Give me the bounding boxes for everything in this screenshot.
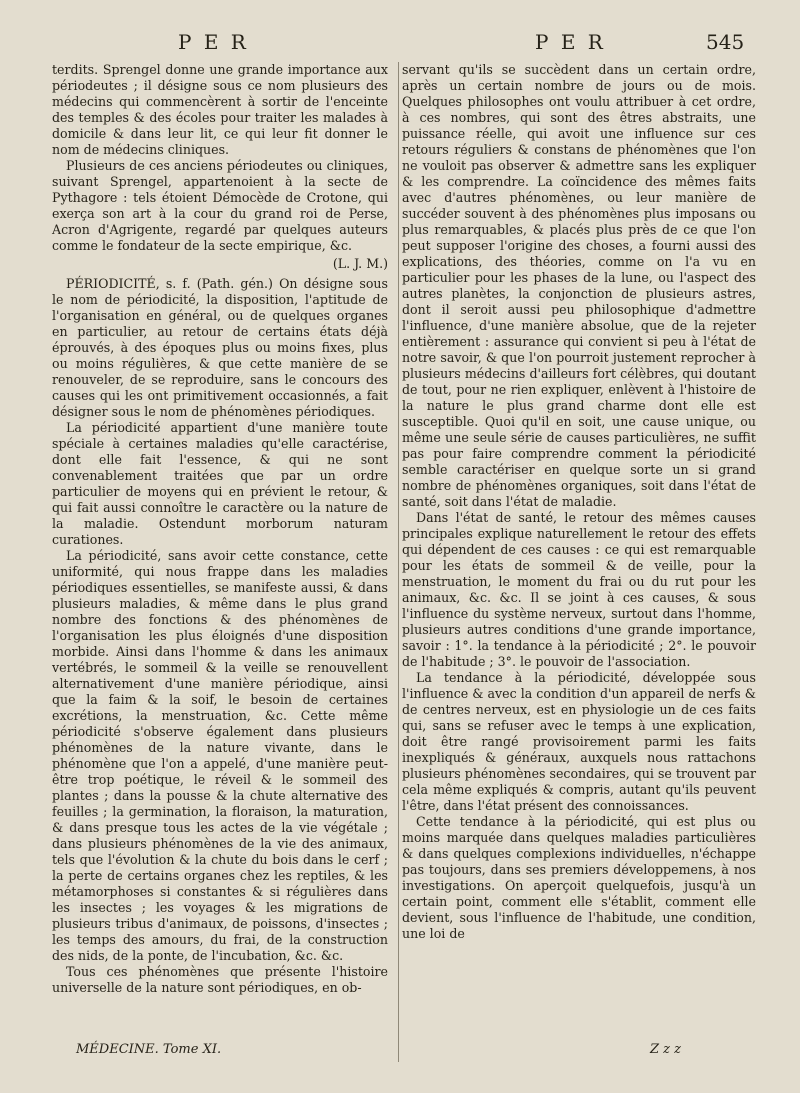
right-column bbox=[402, 62, 756, 942]
paragraph: La périodicité, sans avoir cette constance, cette uniformité, qui nous frappe dans les maladies périodiques essentielles, se manifeste aussi, & dans plusieurs maladies, & même dans le plus grand nombre des fonctions & des phénomènes de l'organisation les plus éloignés d'une disposition morbide. Ainsi dans l'homme & dans les animaux vertébrés, le sommeil & la veille se renouvellent alternativement d'une manière périodique, ainsi que la faim & la soif, le besoin de certaines excrétions, la menstruation, &c. Cette même périodicité s'observe également dans plusieurs phénomènes de la nature vivante, dans le phénomène que l'on a appelé, d'une manière peut-être trop poétique, le réveil & le sommeil des plantes ; dans la pousse & la chute alternative des feuilles ; la germination, la floraison, la maturation, & dans presque tous les actes de la vie végétale ; dans plusieurs phénomènes de la vie des animaux, tels que l'évolution & la chute du bois dans le cerf ; la perte de certains organes chez les reptiles, & les métamorphoses si constantes & si régulières dans les insectes ; les voyages & les migrations de plusieurs tribus d'animaux, de poissons, d'insectes ; les temps des amours, du frai, de la construction des nids, de la ponte, de l'incubation, &c. &c. bbox=[52, 548, 388, 963]
footer-signature-mark: Z z z bbox=[650, 1042, 681, 1057]
header-center: P E R bbox=[535, 30, 606, 54]
page-number: 545 bbox=[706, 30, 745, 54]
paragraph: Plusieurs de ces anciens périodeutes ou cliniques, suivant Sprengel, appartenoient à la secte de Pythagore : tels étoient Démocède de Crotone, qui exerça son art à la cour du grand roi de Perse, Acron d'Agrigente, regardé par quelques auteurs comme le fondateur de la secte empirique, &c. bbox=[52, 158, 388, 253]
paragraph: Cette tendance à la périodicité, qui est plus ou moins marquée dans quelques maladies particulières & dans quelques complexions individuelles, n'échappe pas toujours, dans ses premiers développemens, à nos investigations. On aperçoit quelquefois, jusqu'à un certain point, comment elle s'établit, comment elle devient, sous l'influence de l'habitude, une condition, une loi de bbox=[402, 814, 756, 941]
paragraph: La tendance à la périodicité, développée sous l'influence & avec la condition d'un appareil de nerfs & de centres nerveux, est en physiologie un de ces faits qui, sans se refuser avec le temps à une explication, doit être rangé provisoirement parmi les faits inexpliqués & généraux, auxquels nous rattachons plusieurs phénomènes secondaires, qui se trouvent par cela même expliqués & compris, autant qu'ils peuvent l'être, dans l'état présent des connoissances. bbox=[402, 670, 756, 813]
paragraph: servant qu'ils se succèdent dans un certain ordre, après un certain nombre de jours ou de mois. Quelques philosophes ont voulu attribuer à cet ordre, à ces nombres, qui sont des êtres abstraits, une puissance réelle, qui avoit une influence sur ces retours réguliers & constans de phénomènes que l'on ne vouloit pas observer & admettre sans les expliquer & les comprendre. La coïncidence des mêmes faits avec d'autres phénomènes, ou leur manière de succéder souvent à des phénomènes plus imposans ou plus remarquables, & placés plus près de ce que l'on peut supposer l'origine des choses, a fourni aussi des explications, des théories, comme on l'a vu en particulier pour les phases de la lune, ou l'aspect des autres planètes, la conjonction de plusieurs astres, dont il seroit aussi peu philosophique d'admettre l'influence, d'une manière absolue, que de la rejeter entièrement : assurance qui convient si peu à l'état de notre savoir, & que l'on pourroit justement reprocher à plusieurs médecins d'ailleurs fort célèbres, qui doutant de tout, pour ne rien expliquer, enlèvent à l'histoire de la nature le plus grand charme dont elle est susceptible. Quoi qu'il en soit, une cause unique, ou même une seule série de causes particulières, ne suffit pas pour faire comprendre comment la périodicité semble caractériser en quelque sorte un si grand nombre de phénomènes organiques, soit dans l'état de santé, soit dans l'état de maladie. bbox=[402, 62, 756, 509]
paragraph: Tous ces phénomènes que présente l'histoire universelle de la nature sont périodiques, en ob- bbox=[52, 964, 388, 995]
header-left: P E R bbox=[178, 30, 249, 54]
column-rule bbox=[398, 62, 399, 1062]
left-column bbox=[52, 62, 388, 996]
paragraph: La périodicité appartient d'une manière toute spéciale à certaines maladies qu'elle caractérise, dont elle fait l'essence, & qui ne sont convenablement traitées que par un ordre particulier de moyens qui en prévient le retour, & qui fait aussi connoître le caractère ou la nature de la maladie. Ostendunt morborum naturam curationes. bbox=[52, 420, 388, 547]
entry-paragraph: PÉRIODICITÉ, s. f. (Path. gén.) On désigne sous le nom de périodicité, la disposition, l'aptitude de l'organisation en général, ou de quelques organes en particulier, au retour de certains états déjà éprouvés, à des époques plus ou moins fixes, plus ou moins régulières, & que cette manière de se renouveler, de se reproduire, sans le concours des causes qui les ont primitivement occasionnés, a fait désigner sous le nom de phénomènes périodiques. bbox=[52, 276, 388, 419]
page-footer bbox=[0, 1042, 800, 1062]
running-header bbox=[0, 30, 800, 54]
paragraph: terdits. Sprengel donne une grande importance aux périodeutes ; il désigne sous ce nom plusieurs des médecins qui commencèrent à sortir de l'enceinte des temples & des écoles pour traiter les malades à domicile & dans leur lit, ce qui leur fit donner le nom de médecins cliniques. bbox=[52, 62, 388, 157]
author-signature: (L. J. M.) bbox=[332, 256, 388, 271]
paragraph: Dans l'état de santé, le retour des mêmes causes principales explique naturellement le retour des effets qui dépendent de ces causes : ce qui est remarquable pour les états de sommeil & de veille, pour la menstruation, le moment du frai ou du rut pour les animaux, &c. &c. Il se joint à ces causes, & sous l'influence du système nerveux, surtout dans l'homme, plusieurs autres conditions d'une grande importance, savoir : 1°. la tendance à la périodicité ; 2°. le pouvoir de l'habitude ; 3°. le pouvoir de l'association. bbox=[402, 510, 756, 669]
footer-volume: MÉDECINE. Tome XI. bbox=[76, 1042, 222, 1057]
